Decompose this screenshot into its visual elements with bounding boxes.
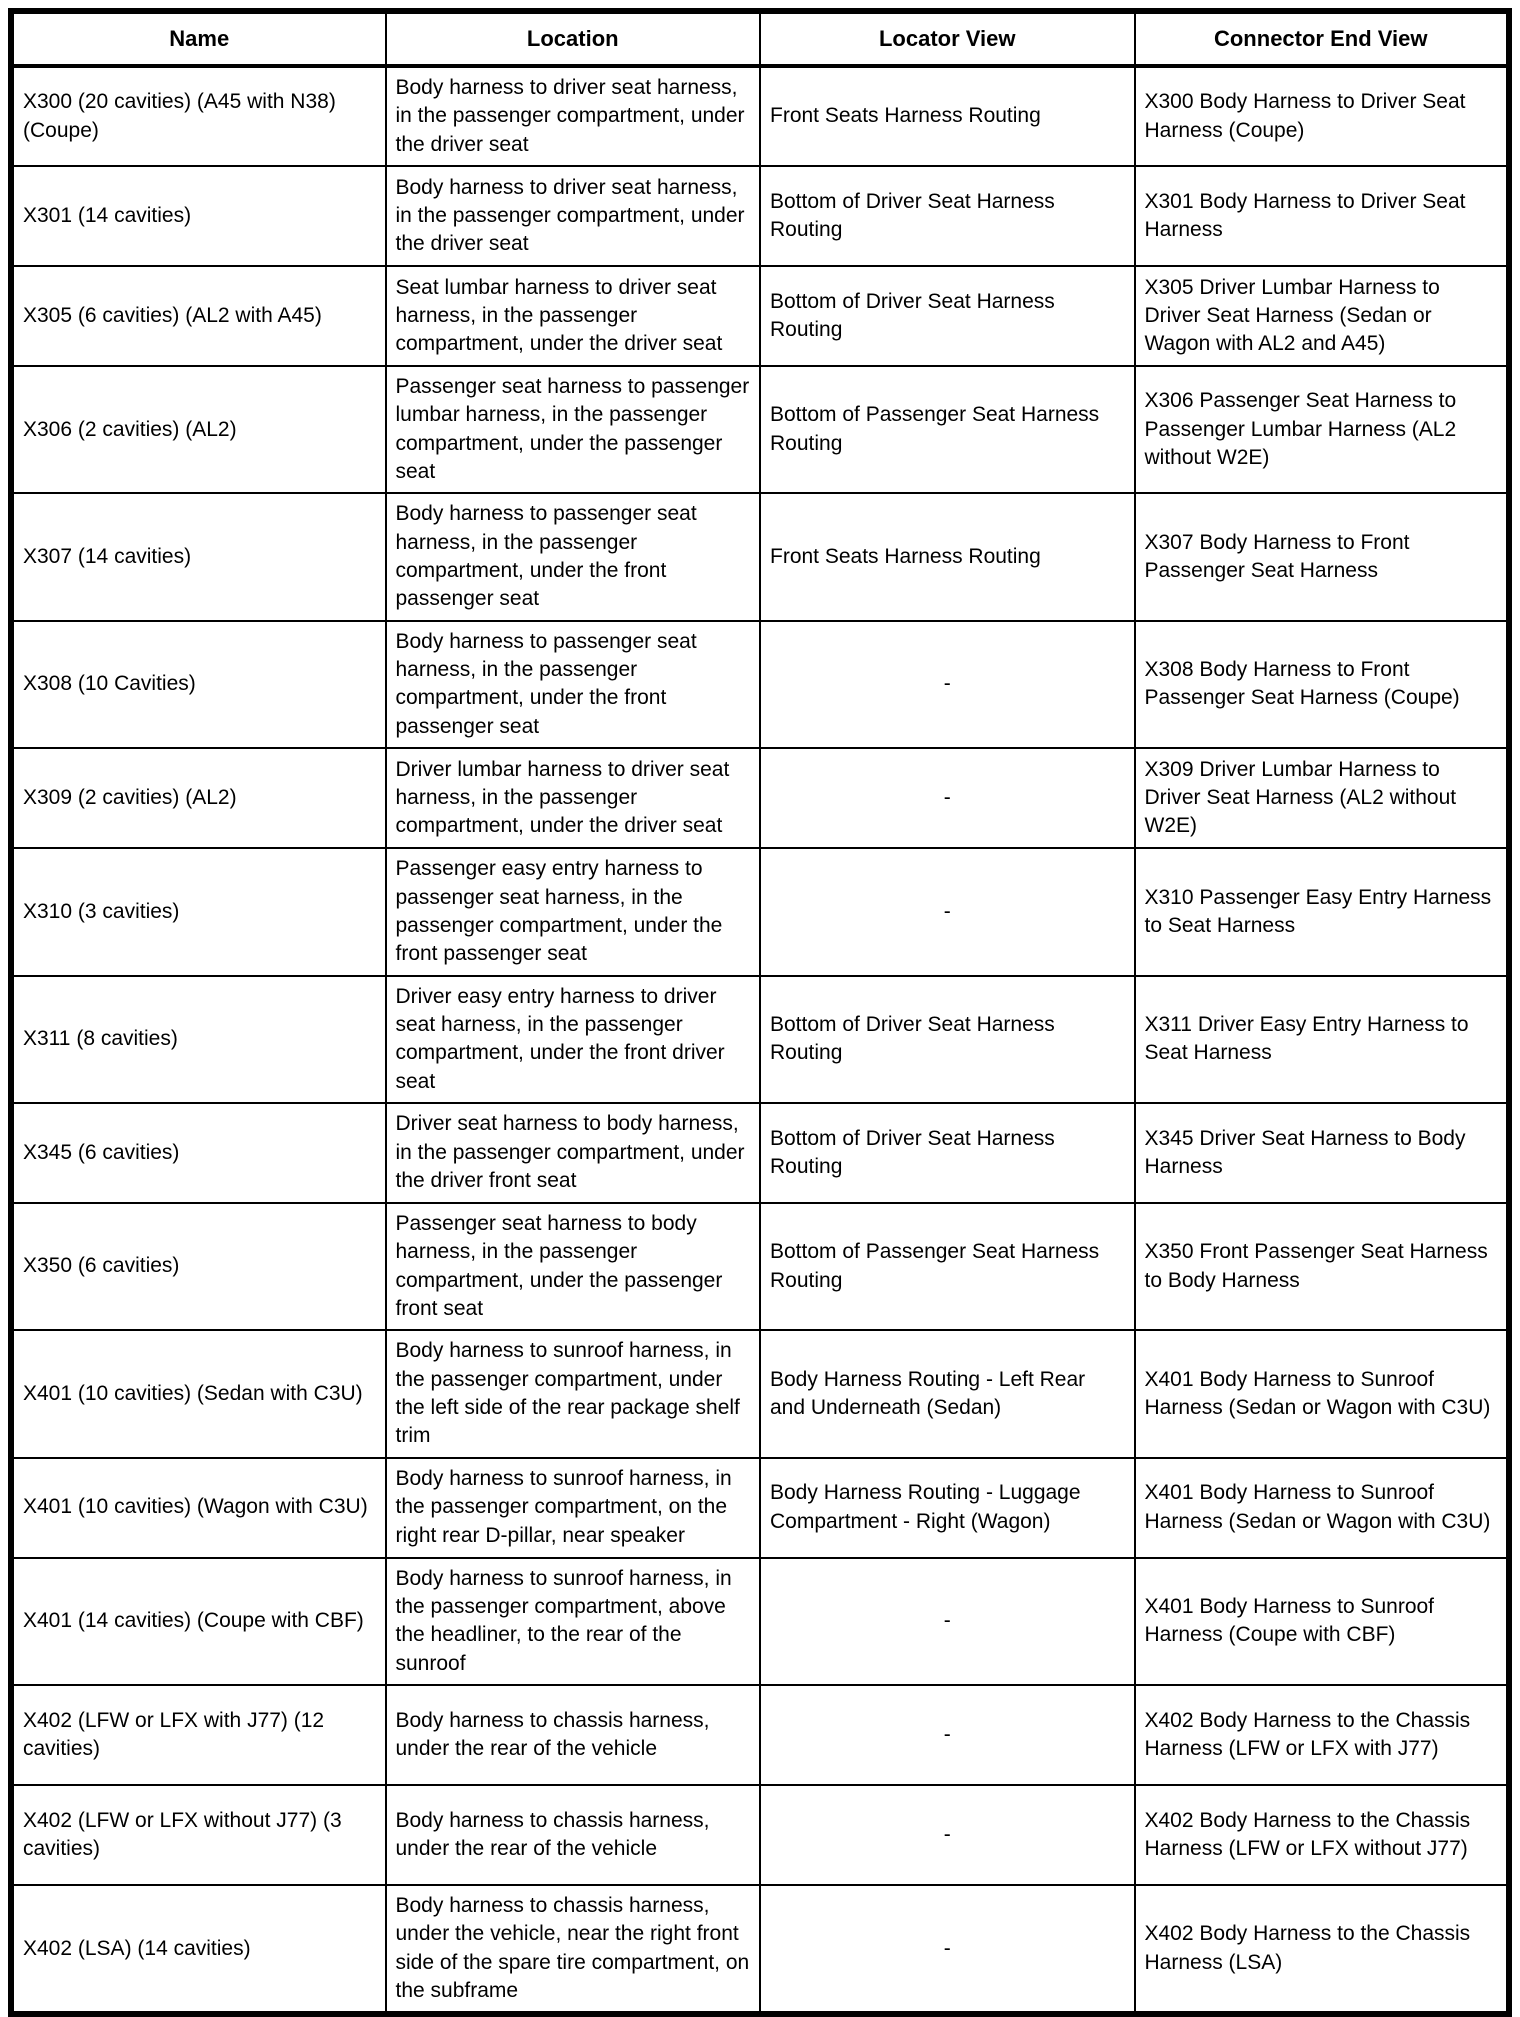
location-cell: Body harness to chassis harness, under the vehicle, near the right front side of the spare tire compartment, on the subframe xyxy=(386,1885,761,2014)
column-header-name: Name xyxy=(11,11,386,66)
location-cell: Body harness to passenger seat harness, in the passenger compartment, under the front passenger seat xyxy=(386,621,761,748)
connector-end-view-cell: X345 Driver Seat Harness to Body Harness xyxy=(1135,1103,1510,1203)
locator-view-cell: Bottom of Driver Seat Harness Routing xyxy=(760,166,1135,266)
name-cell: X307 (14 cavities) xyxy=(11,493,386,620)
connector-end-view-cell: X402 Body Harness to the Chassis Harness (LFW or LFX without J77) xyxy=(1135,1785,1510,1885)
locator-view-cell: - xyxy=(760,1558,1135,1685)
column-header-location: Location xyxy=(386,11,761,66)
table-row xyxy=(11,1558,1509,1685)
locator-view-cell: Bottom of Driver Seat Harness Routing xyxy=(760,1103,1135,1203)
locator-view-cell: Body Harness Routing - Luggage Compartment - Right (Wagon) xyxy=(760,1458,1135,1558)
name-cell: X401 (14 cavities) (Coupe with CBF) xyxy=(11,1558,386,1685)
table-row xyxy=(11,1330,1509,1457)
connector-table xyxy=(8,8,1512,2017)
name-cell: X301 (14 cavities) xyxy=(11,166,386,266)
connector-end-view-cell: X402 Body Harness to the Chassis Harness (LFW or LFX with J77) xyxy=(1135,1685,1510,1785)
table-row xyxy=(11,1785,1509,1885)
location-cell: Driver easy entry harness to driver seat harness, in the passenger compartment, under the front driver seat xyxy=(386,976,761,1103)
locator-view-cell: - xyxy=(760,1785,1135,1885)
column-header-locator-view: Locator View xyxy=(760,11,1135,66)
location-cell: Body harness to chassis harness, under the rear of the vehicle xyxy=(386,1785,761,1885)
table-row xyxy=(11,366,1509,493)
locator-view-cell: - xyxy=(760,1685,1135,1785)
location-cell: Passenger easy entry harness to passenger seat harness, in the passenger compartment, under the front passenger seat xyxy=(386,848,761,975)
location-cell: Passenger seat harness to body harness, in the passenger compartment, under the passenger front seat xyxy=(386,1203,761,1330)
locator-view-cell: Bottom of Driver Seat Harness Routing xyxy=(760,976,1135,1103)
connector-end-view-cell: X307 Body Harness to Front Passenger Seat Harness xyxy=(1135,493,1510,620)
header-row xyxy=(11,11,1509,66)
name-cell: X401 (10 cavities) (Wagon with C3U) xyxy=(11,1458,386,1558)
locator-view-cell: Front Seats Harness Routing xyxy=(760,493,1135,620)
location-cell: Seat lumbar harness to driver seat harness, in the passenger compartment, under the driver seat xyxy=(386,266,761,366)
location-cell: Driver seat harness to body harness, in the passenger compartment, under the driver front seat xyxy=(386,1103,761,1203)
table-row xyxy=(11,1103,1509,1203)
table-row xyxy=(11,976,1509,1103)
table-row xyxy=(11,166,1509,266)
connector-end-view-cell: X301 Body Harness to Driver Seat Harness xyxy=(1135,166,1510,266)
name-cell: X305 (6 cavities) (AL2 with A45) xyxy=(11,266,386,366)
locator-view-cell: - xyxy=(760,848,1135,975)
connector-end-view-cell: X402 Body Harness to the Chassis Harness (LSA) xyxy=(1135,1885,1510,2014)
table-row xyxy=(11,266,1509,366)
name-cell: X310 (3 cavities) xyxy=(11,848,386,975)
name-cell: X402 (LFW or LFX without J77) (3 cavities) xyxy=(11,1785,386,1885)
name-cell: X350 (6 cavities) xyxy=(11,1203,386,1330)
table-row xyxy=(11,1685,1509,1785)
locator-view-cell: Body Harness Routing - Left Rear and Underneath (Sedan) xyxy=(760,1330,1135,1457)
locator-view-cell: - xyxy=(760,621,1135,748)
location-cell: Body harness to passenger seat harness, in the passenger compartment, under the front passenger seat xyxy=(386,493,761,620)
connector-end-view-cell: X401 Body Harness to Sunroof Harness (Sedan or Wagon with C3U) xyxy=(1135,1330,1510,1457)
name-cell: X306 (2 cavities) (AL2) xyxy=(11,366,386,493)
name-cell: X345 (6 cavities) xyxy=(11,1103,386,1203)
locator-view-cell: Front Seats Harness Routing xyxy=(760,66,1135,166)
connector-end-view-cell: X308 Body Harness to Front Passenger Seat Harness (Coupe) xyxy=(1135,621,1510,748)
locator-view-cell: - xyxy=(760,748,1135,848)
location-cell: Driver lumbar harness to driver seat harness, in the passenger compartment, under the driver seat xyxy=(386,748,761,848)
connector-end-view-cell: X306 Passenger Seat Harness to Passenger Lumbar Harness (AL2 without W2E) xyxy=(1135,366,1510,493)
location-cell: Body harness to sunroof harness, in the passenger compartment, under the left side of the rear package shelf trim xyxy=(386,1330,761,1457)
location-cell: Body harness to chassis harness, under the rear of the vehicle xyxy=(386,1685,761,1785)
location-cell: Body harness to driver seat harness, in the passenger compartment, under the driver seat xyxy=(386,166,761,266)
locator-view-cell: - xyxy=(760,1885,1135,2014)
location-cell: Body harness to sunroof harness, in the passenger compartment, above the headliner, to the rear of the sunroof xyxy=(386,1558,761,1685)
connector-end-view-cell: X309 Driver Lumbar Harness to Driver Seat Harness (AL2 without W2E) xyxy=(1135,748,1510,848)
name-cell: X308 (10 Cavities) xyxy=(11,621,386,748)
location-cell: Passenger seat harness to passenger lumbar harness, in the passenger compartment, under the passenger seat xyxy=(386,366,761,493)
name-cell: X309 (2 cavities) (AL2) xyxy=(11,748,386,848)
table-row xyxy=(11,848,1509,975)
locator-view-cell: Bottom of Passenger Seat Harness Routing xyxy=(760,1203,1135,1330)
connector-end-view-cell: X300 Body Harness to Driver Seat Harness (Coupe) xyxy=(1135,66,1510,166)
table-body xyxy=(11,66,1509,2014)
table-row xyxy=(11,1203,1509,1330)
column-header-connector-end-view: Connector End View xyxy=(1135,11,1510,66)
table-row xyxy=(11,748,1509,848)
table-row xyxy=(11,66,1509,166)
table-row xyxy=(11,1458,1509,1558)
table-row xyxy=(11,621,1509,748)
connector-end-view-cell: X350 Front Passenger Seat Harness to Body Harness xyxy=(1135,1203,1510,1330)
name-cell: X401 (10 cavities) (Sedan with C3U) xyxy=(11,1330,386,1457)
table-row xyxy=(11,493,1509,620)
name-cell: X402 (LSA) (14 cavities) xyxy=(11,1885,386,2014)
connector-end-view-cell: X401 Body Harness to Sunroof Harness (Coupe with CBF) xyxy=(1135,1558,1510,1685)
connector-end-view-cell: X401 Body Harness to Sunroof Harness (Sedan or Wagon with C3U) xyxy=(1135,1458,1510,1558)
connector-end-view-cell: X310 Passenger Easy Entry Harness to Seat Harness xyxy=(1135,848,1510,975)
name-cell: X402 (LFW or LFX with J77) (12 cavities) xyxy=(11,1685,386,1785)
table-row xyxy=(11,1885,1509,2014)
connector-end-view-cell: X311 Driver Easy Entry Harness to Seat Harness xyxy=(1135,976,1510,1103)
locator-view-cell: Bottom of Driver Seat Harness Routing xyxy=(760,266,1135,366)
name-cell: X300 (20 cavities) (A45 with N38) (Coupe) xyxy=(11,66,386,166)
location-cell: Body harness to sunroof harness, in the passenger compartment, on the right rear D-pillar, near speaker xyxy=(386,1458,761,1558)
table-header xyxy=(11,11,1509,66)
connector-end-view-cell: X305 Driver Lumbar Harness to Driver Seat Harness (Sedan or Wagon with AL2 and A45) xyxy=(1135,266,1510,366)
name-cell: X311 (8 cavities) xyxy=(11,976,386,1103)
location-cell: Body harness to driver seat harness, in the passenger compartment, under the driver seat xyxy=(386,66,761,166)
locator-view-cell: Bottom of Passenger Seat Harness Routing xyxy=(760,366,1135,493)
